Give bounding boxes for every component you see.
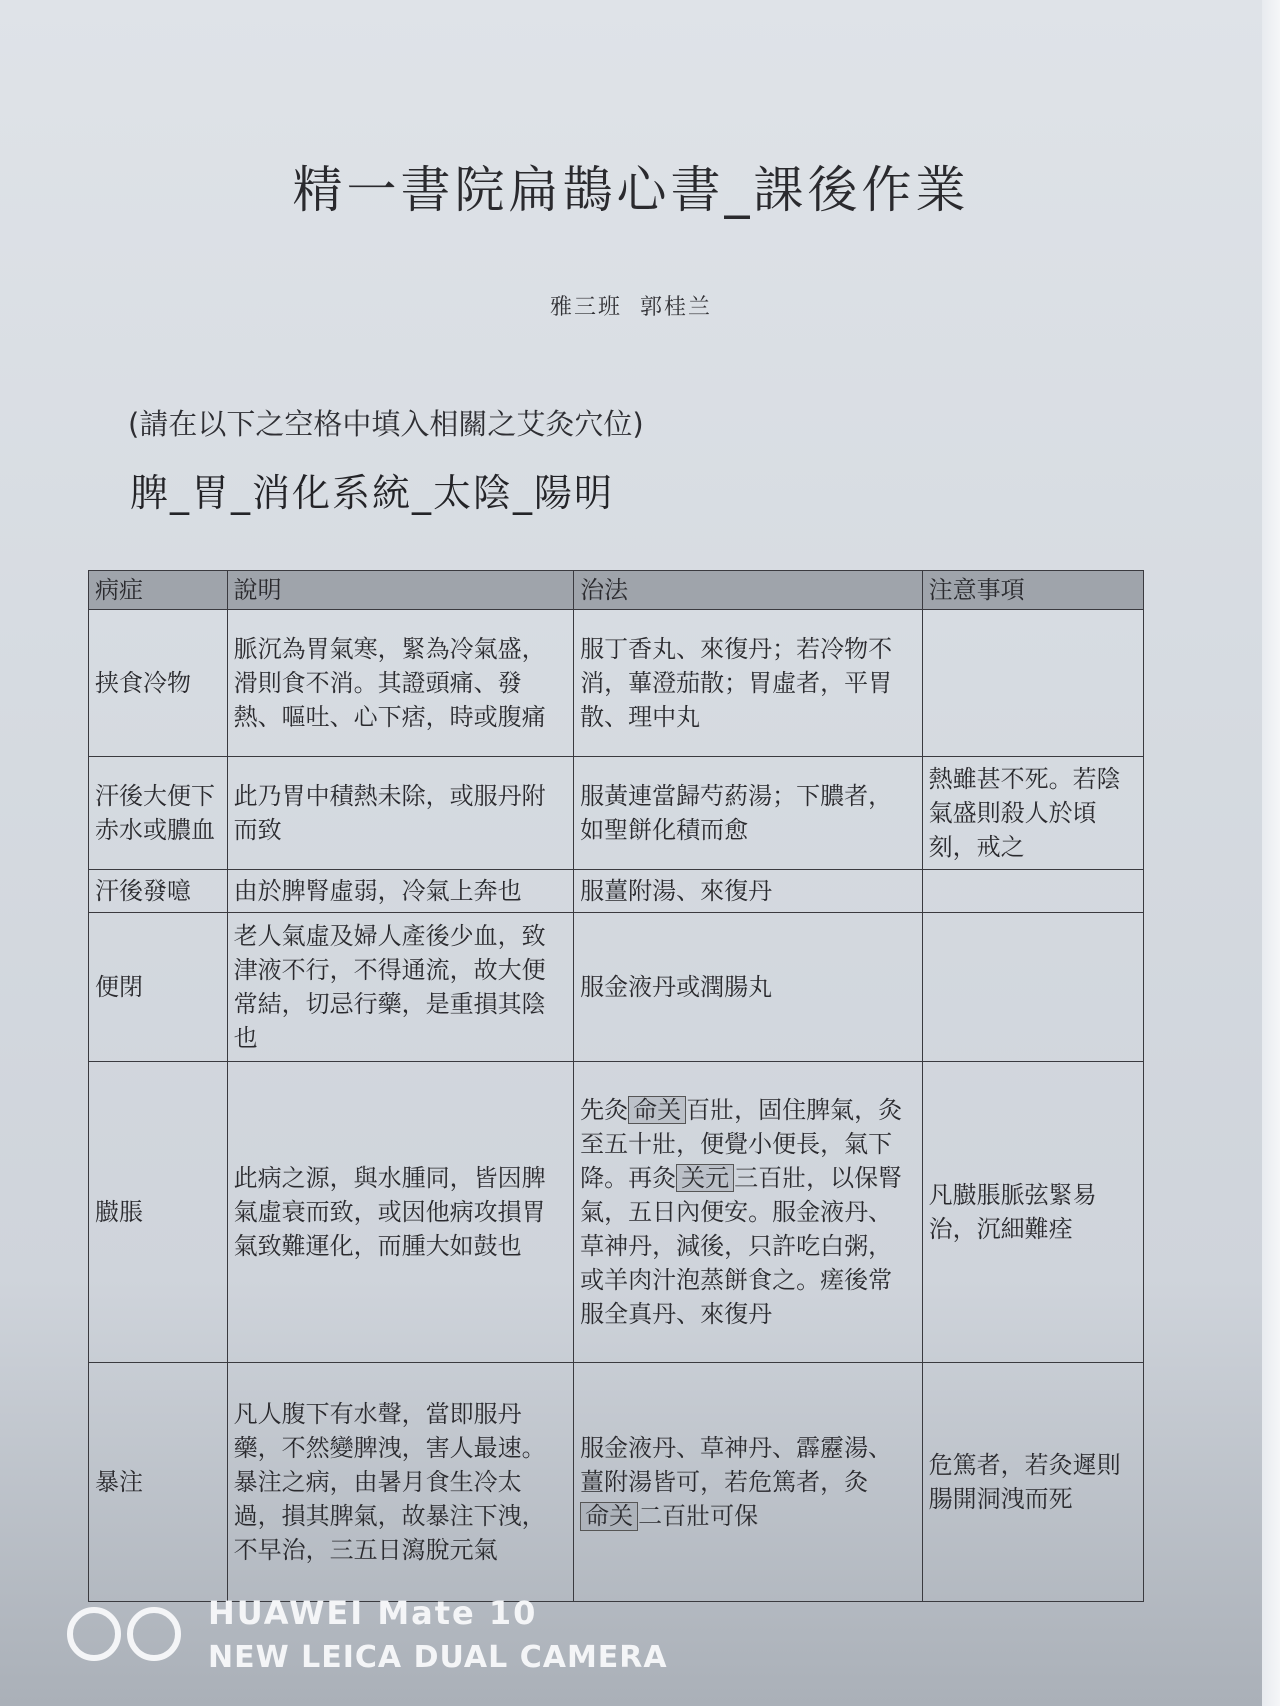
instruction-text: (請在以下之空格中填入相關之艾灸穴位) xyxy=(128,407,644,441)
cell-treatment xyxy=(574,1363,922,1602)
section-heading: 脾_胃_消化系統_太陰_陽明 xyxy=(130,471,615,515)
table-row xyxy=(89,1062,1144,1363)
acupoint-table xyxy=(88,570,1144,1602)
header-description: 說明 xyxy=(227,571,574,610)
acupoint-fill-box: 命关 xyxy=(580,1502,638,1530)
cell-description: 由於脾腎虛弱，冷氣上奔也 xyxy=(227,870,574,913)
header-disease: 病症 xyxy=(89,571,228,610)
treatment-text: 二百壯可保 xyxy=(638,1502,759,1531)
cell-disease: 挟食冷物 xyxy=(89,610,228,757)
cell-description: 此乃胃中積熱未除，或服丹附而致 xyxy=(227,757,574,870)
cell-description: 此病之源，與水腫同，皆因脾氣虛衰而致，或因他病攻損胃氣致難運化，而腫大如鼓也 xyxy=(227,1062,574,1363)
cell-notes: 熱雖甚不死。若陰氣盛則殺人於頃刻，戒之 xyxy=(922,757,1143,870)
cell-notes xyxy=(922,913,1143,1062)
cell-disease: 汗後大便下赤水或膿血 xyxy=(89,757,228,870)
author-class: 雅三班 xyxy=(549,295,622,320)
author-name: 郭桂兰 xyxy=(640,295,713,320)
cell-treatment: 服黃連當歸芍葯湯；下膿者，如聖餅化積而愈 xyxy=(574,757,922,870)
cell-treatment: 服金液丹或潤腸丸 xyxy=(574,913,922,1062)
cell-notes xyxy=(922,610,1143,757)
table-row xyxy=(89,610,1144,757)
author-line xyxy=(0,290,1262,321)
acupoint-fill-box: 关元 xyxy=(676,1164,734,1192)
treatment-text: 百壯，固住脾氣，灸至五十壯，便覺小便長，氣下降。再灸 xyxy=(580,1095,903,1193)
cell-treatment: 服丁香丸、來復丹；若冷物不消，蓽澄茄散；胃虛者，平胃散、理中丸 xyxy=(574,610,922,757)
cell-notes: 凡臌脹脈弦緊易治，沉細難痊 xyxy=(922,1062,1143,1363)
table-row xyxy=(89,870,1144,913)
paper-edge xyxy=(1262,0,1280,1706)
treatment-text: 先灸 xyxy=(580,1095,629,1124)
cell-description: 脈沉為胃氣寒，緊為冷氣盛，滑則食不消。其證頭痛、發熱、嘔吐、心下痞，時或腹痛 xyxy=(227,610,574,757)
cell-treatment: 服薑附湯、來復丹 xyxy=(574,870,922,913)
table-row xyxy=(89,757,1144,870)
watermark-model: HUAWEI Mate 10 xyxy=(208,1594,538,1632)
treatment-text: 三百壯，以保腎氣，五日內便安。服金液丹、草神丹，減後，只許吃白粥，或羊肉汁泡蒸餅食之。瘥後常服全真丹、來復丹 xyxy=(580,1164,903,1329)
table-row xyxy=(89,913,1144,1062)
header-treatment: 治法 xyxy=(574,571,922,610)
treatment-text: 服金液丹、草神丹、霹靂湯、薑附湯皆可，若危篤者，灸 xyxy=(580,1434,893,1497)
watermark-camera: NEW LEICA DUAL CAMERA xyxy=(208,1640,668,1675)
cell-notes xyxy=(922,870,1143,913)
cell-notes: 危篤者，若灸遲則腸開洞洩而死 xyxy=(922,1363,1143,1602)
cell-description: 老人氣虛及婦人產後少血，致津液不行，不得通流，故大便常結，切忌行藥，是重損其陰也 xyxy=(227,913,574,1062)
cell-disease: 汗後發噫 xyxy=(89,870,228,913)
cell-description: 凡人腹下有水聲，當即服丹藥，不然變脾洩，害人最速。暴注之病，由暑月食生冷太過，損其脾氣，故暴注下洩，不早治，三五日瀉脫元氣 xyxy=(227,1363,574,1602)
cell-treatment xyxy=(574,1062,922,1363)
document-title: 精一書院扁鵲心書_課後作業 xyxy=(292,161,970,219)
cell-disease: 臌脹 xyxy=(89,1062,228,1363)
acupoint-fill-box: 命关 xyxy=(628,1096,686,1124)
header-notes: 注意事項 xyxy=(922,571,1143,610)
leica-dual-lens-icon xyxy=(66,1604,184,1664)
cell-disease: 暴注 xyxy=(89,1363,228,1602)
table-row xyxy=(89,1363,1144,1602)
table-header-row xyxy=(89,571,1144,610)
cell-disease: 便閉 xyxy=(89,913,228,1062)
